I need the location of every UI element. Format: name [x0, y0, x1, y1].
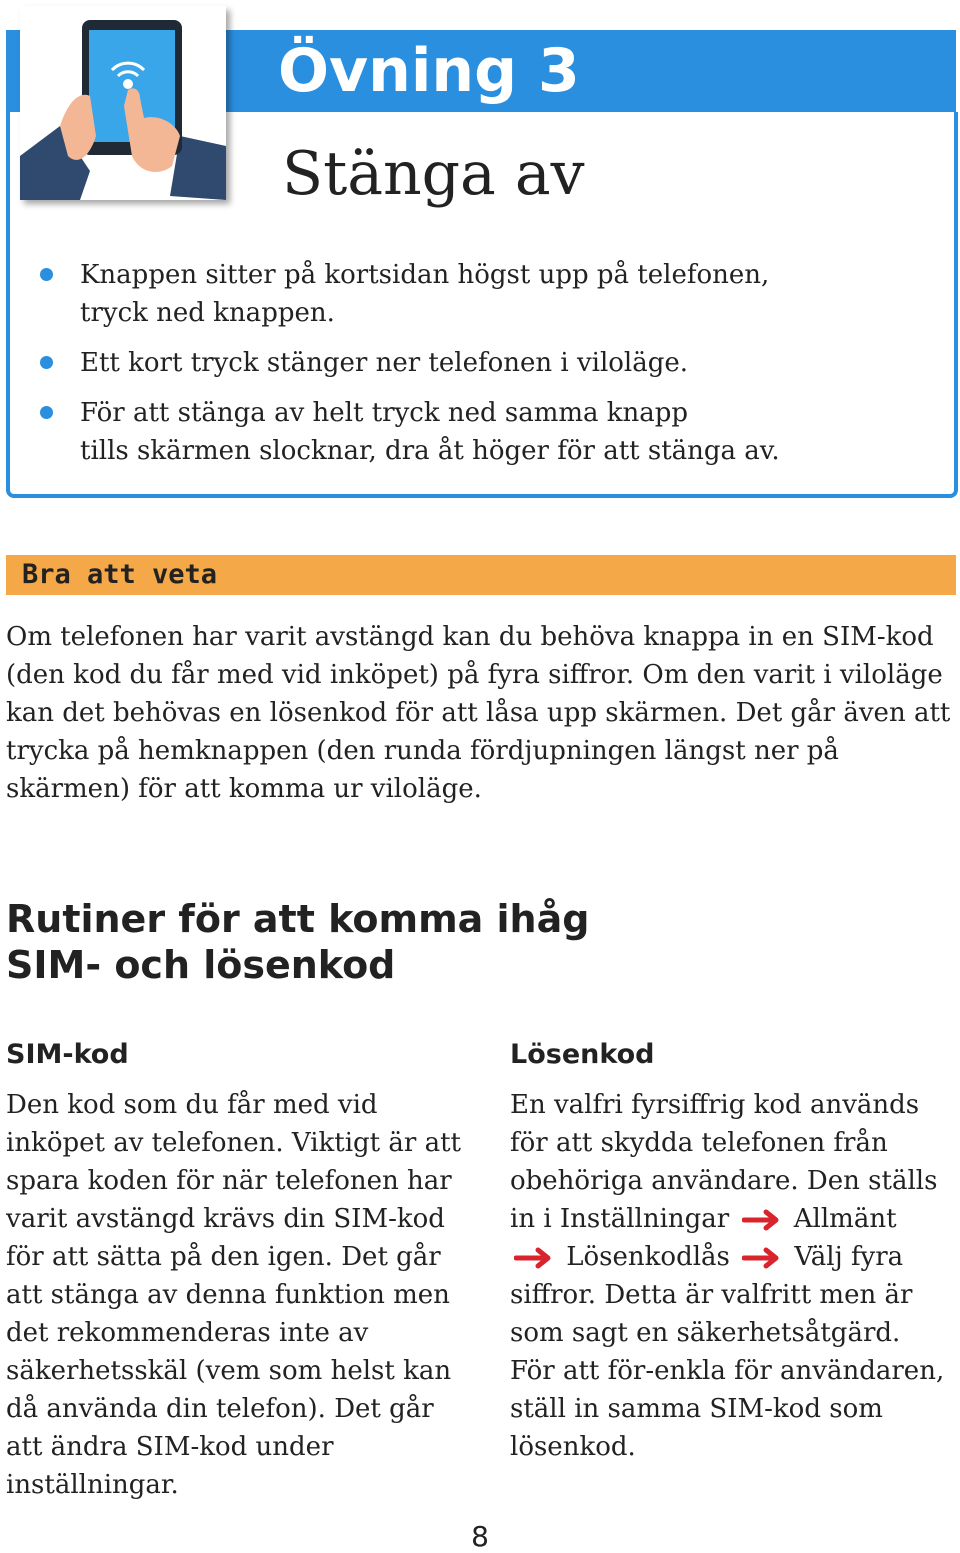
bullet-list [36, 256, 916, 482]
bullet-dot-icon [40, 356, 53, 369]
illustration [20, 6, 226, 200]
section-title: Stänga av [282, 139, 585, 209]
page-number: 8 [471, 1520, 489, 1553]
passcode-text: En valfri fyrsiffrig kod används för att skydda telefonen från obehöriga användare. Den ställs in i Inställningar Allmänt Lösenkodlås Välj fyra siffror. Detta är valfritt men är som sagt en säkerhetsåtgärd. För att för-enkla för användaren, ställ in samma SIM-kod som lösenkod. [510, 1090, 945, 1462]
info-text: Om telefonen har varit avstängd kan du behöva knappa in en SIM-kod (den kod du får med vid inköpet) på fyra siffror. Om den varit i viloläge kan det behövas en lösenkod för att låsa upp skärmen. Det går även att trycka på hemknappen (den runda fördjupningen längst ner på skärmen) för att komma ur viloläge. [6, 622, 951, 804]
list-item: Knappen sitter på kortsidan högst upp på telefonen, tryck ned knappen. [36, 256, 916, 332]
bullet-dot-icon [40, 406, 53, 419]
exercise-title: Övning 3 [278, 36, 580, 106]
passcode-heading: Lösenkod [510, 1039, 655, 1070]
tablet-touch-icon [20, 6, 226, 200]
arrow-right-icon [742, 1209, 782, 1231]
arrow-right-icon [742, 1247, 782, 1269]
list-item: För att stänga av helt tryck ned samma knapp tills skärmen slocknar, dra åt höger för att stänga av. [36, 394, 916, 470]
sim-code-heading: SIM-kod [6, 1039, 129, 1070]
list-item: Ett kort tryck stänger ner telefonen i viloläge. [36, 344, 916, 382]
sim-code-text: Den kod som du får med vid inköpet av telefonen. Viktigt är att spara koden för när telefonen har varit avstängd krävs din SIM-kod för att sätta på den igen. Det går att stänga av denna funktion men det rekommenderas inte av säkerhetsskäl (vem som helst kan då använda din telefon). Det går att ändra SIM-kod under inställningar. [6, 1090, 461, 1500]
arrow-right-icon [514, 1247, 554, 1269]
info-banner-title: Bra att veta [22, 559, 218, 590]
bullet-dot-icon [40, 268, 53, 281]
routines-heading: Rutiner för att komma ihåg SIM- och lösenkod [6, 897, 590, 987]
